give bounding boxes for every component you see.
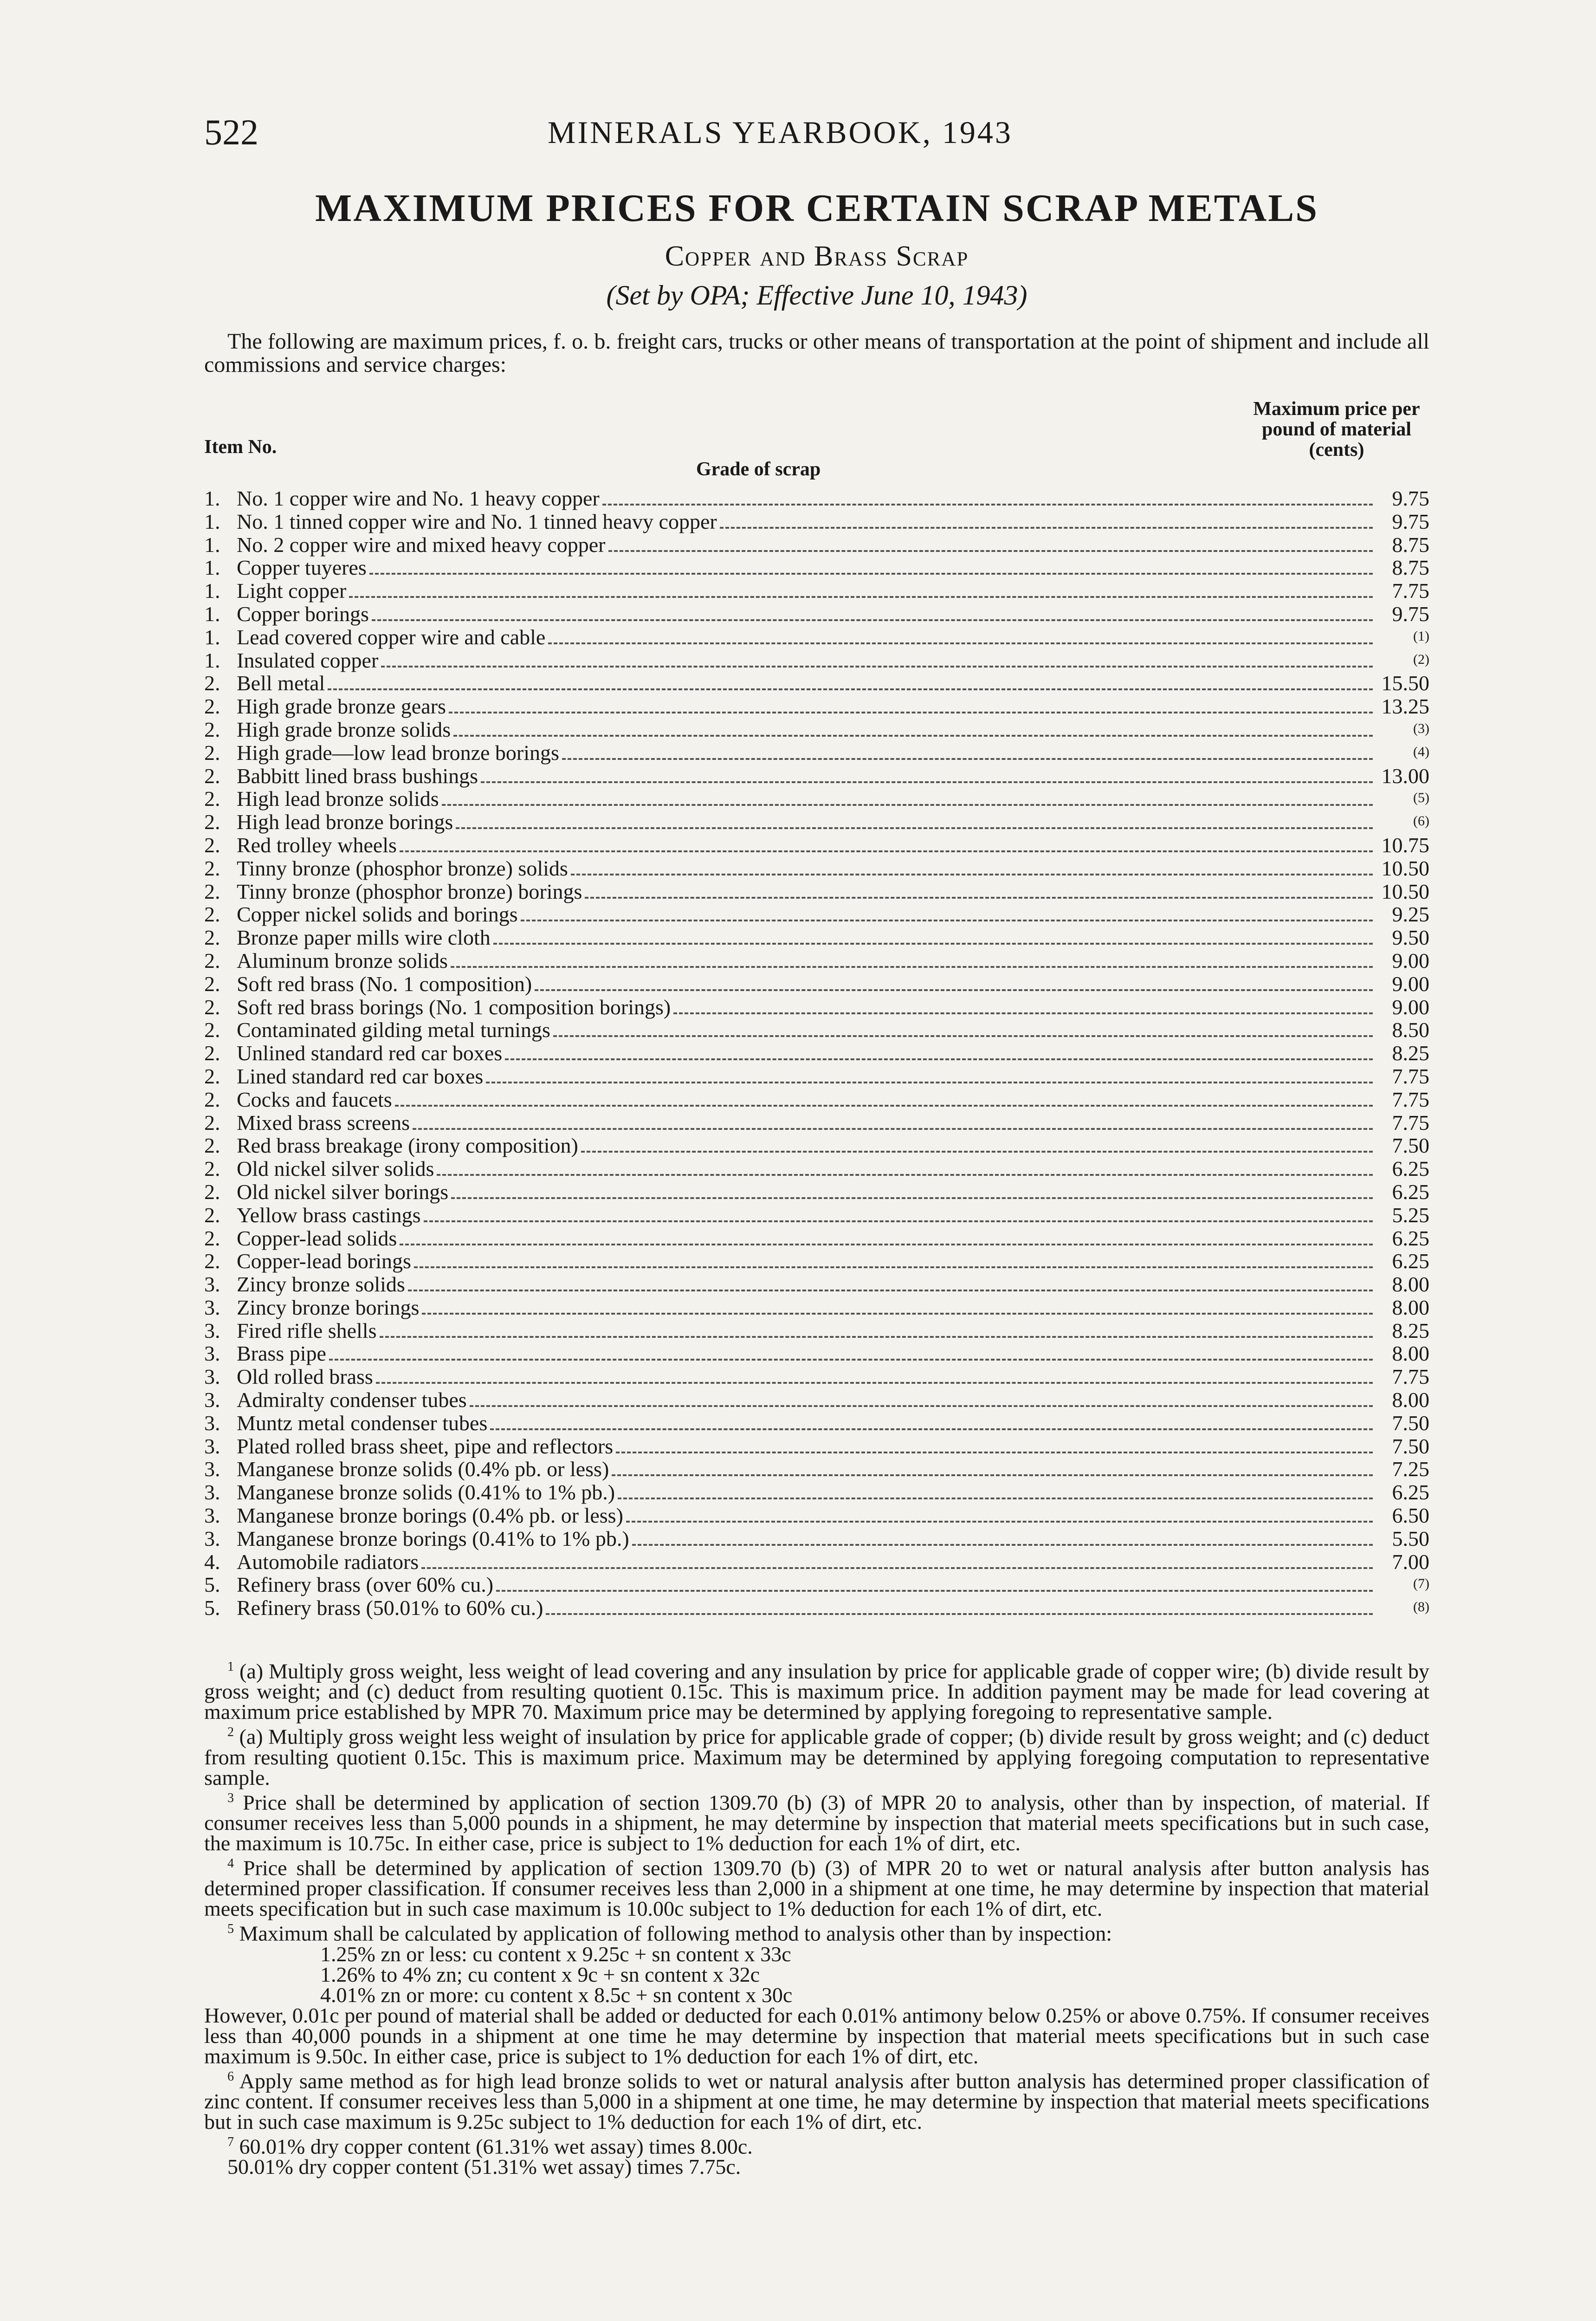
item-number: 2. xyxy=(204,1064,220,1088)
grade-of-scrap: Soft red brass borings (No. 1 composition borings) xyxy=(237,995,671,1019)
grade-of-scrap: Mixed brass screens xyxy=(237,1110,410,1135)
dot-leader xyxy=(395,1104,1373,1107)
grade-of-scrap: Refinery brass (50.01% to 60% cu.) xyxy=(237,1596,543,1620)
dot-leader xyxy=(329,1358,1373,1361)
maximum-price: (3) xyxy=(1413,720,1429,736)
grade-of-scrap: High grade bronze solids xyxy=(237,717,451,741)
page-number: 522 xyxy=(204,112,258,152)
maximum-price: 9.75 xyxy=(1392,509,1429,533)
grade-of-scrap: Lined standard red car boxes xyxy=(237,1064,484,1088)
dot-leader xyxy=(400,1243,1373,1245)
item-number: 2. xyxy=(204,1249,220,1273)
item-number: 2. xyxy=(204,1226,220,1250)
item-number: 1. xyxy=(204,579,220,603)
grade-of-scrap: Aluminum bronze solids xyxy=(237,948,448,972)
running-head-title: MINERALS YEARBOOK, 1943 xyxy=(548,115,1013,150)
effective-date-note: (Set by OPA; Effective June 10, 1943) xyxy=(606,280,1027,311)
dot-leader xyxy=(470,1405,1373,1407)
dot-leader xyxy=(422,1312,1373,1315)
grade-of-scrap: Old nickel silver solids xyxy=(237,1157,434,1181)
table-row xyxy=(204,1365,1429,1388)
footnote-2: $^2$ (a) Multiply gross weight less weight of insulation by price for applicable grade of copper; (b) divide result by gross weight; and (c) deduct from resulting quotient 0.15c. This is maximum price. Maximum may be determined by applying foregoing computation to representative sample. xyxy=(204,1725,1430,1789)
table-row xyxy=(204,903,1429,926)
maximum-price: (7) xyxy=(1413,1576,1429,1592)
table-row xyxy=(204,1550,1429,1574)
item-number: 2. xyxy=(204,879,220,903)
item-number: 2. xyxy=(204,856,220,880)
maximum-price: 9.00 xyxy=(1392,995,1429,1019)
table-row xyxy=(204,1388,1429,1412)
dot-leader xyxy=(602,503,1373,506)
dot-leader xyxy=(414,1266,1373,1268)
dot-leader xyxy=(618,1497,1373,1499)
maximum-price: 6.25 xyxy=(1392,1480,1429,1504)
footnotes xyxy=(204,1657,1429,2177)
table-row xyxy=(204,603,1429,626)
column-header-item: Item No. xyxy=(204,436,277,458)
dot-leader xyxy=(546,1613,1373,1615)
table-row xyxy=(204,1573,1429,1596)
dot-leader xyxy=(451,966,1373,968)
dot-leader xyxy=(381,665,1373,668)
grade-of-scrap: Automobile radiators xyxy=(237,1549,419,1574)
dot-leader xyxy=(616,1451,1373,1453)
table-row xyxy=(204,626,1429,649)
table-row xyxy=(204,579,1429,603)
footnote-3: $^3$ Price shall be determined by application of section 1309.70 (b) (3) of MPR 20 to analysis, other than by inspection, of material. If consumer receives less than 5,000 pounds in a shipment, he may determine by inspection that material meets specifications but in such case, the maximum is 10.75c. In either case, price is subject to 1% deduction for each 1% of dirt, etc. xyxy=(204,1790,1429,1855)
dot-leader xyxy=(612,1474,1373,1476)
grade-of-scrap: Fired rifle shells xyxy=(237,1318,377,1342)
footnote-4: $^4$ Price shall be determined by application of section 1309.70 (b) (3) of MPR 20 to wet or natural analysis after button analysis has determined proper classification. If consumer receives less than 2,000 in a shipment at one time, he may determine by inspection that material meets specification but in such case maximum is 10.00c subject to 1% deduction for each 1% of dirt, etc. xyxy=(204,1856,1429,1921)
footnote-5-formula-2: 1.26% to 4% zn; cu content x 9c + sn content x 32c xyxy=(320,1962,760,1986)
maximum-price: 5.25 xyxy=(1392,1203,1429,1227)
grade-of-scrap: Muntz metal condenser tubes xyxy=(237,1411,488,1435)
dot-leader xyxy=(413,1128,1373,1130)
maximum-price: 6.25 xyxy=(1392,1226,1429,1250)
item-number: 1. xyxy=(204,486,220,510)
dot-leader xyxy=(481,781,1373,783)
item-number: 3. xyxy=(204,1342,220,1366)
item-number: 2. xyxy=(204,1157,220,1181)
maximum-price: 8.25 xyxy=(1392,1041,1429,1065)
maximum-price: (4) xyxy=(1413,744,1429,759)
grade-of-scrap: High grade bronze gears xyxy=(237,694,446,719)
table-row xyxy=(204,1250,1429,1273)
maximum-price: 7.50 xyxy=(1392,1134,1429,1158)
table-row xyxy=(204,1296,1429,1319)
table-row xyxy=(204,533,1429,557)
maximum-price: 10.50 xyxy=(1381,879,1429,903)
grade-of-scrap: High grade—low lead bronze borings xyxy=(237,740,559,765)
maximum-price: 5.50 xyxy=(1392,1526,1429,1550)
maximum-price: 7.75 xyxy=(1392,1087,1429,1111)
dot-leader xyxy=(521,919,1373,921)
dot-leader xyxy=(400,850,1373,852)
column-header-price: Maximum price per pound of material (cents) xyxy=(1253,398,1420,460)
maximum-price: 8.00 xyxy=(1392,1342,1429,1366)
item-number: 3. xyxy=(204,1365,220,1389)
dot-leader xyxy=(608,550,1373,552)
maximum-price: 7.75 xyxy=(1392,1365,1429,1389)
maximum-price: 8.00 xyxy=(1392,1388,1429,1412)
maximum-price: 7.75 xyxy=(1392,579,1429,603)
dot-leader xyxy=(424,1220,1373,1222)
item-number: 2. xyxy=(204,1087,220,1111)
table-row xyxy=(204,1204,1429,1227)
grade-of-scrap: No. 1 copper wire and No. 1 heavy copper xyxy=(237,486,600,510)
table-row xyxy=(204,1596,1429,1620)
item-number: 2. xyxy=(204,926,220,950)
maximum-price: (5) xyxy=(1413,790,1429,806)
item-number: 2. xyxy=(204,1110,220,1135)
grade-of-scrap: No. 2 copper wire and mixed heavy copper xyxy=(237,532,606,557)
item-number: 1. xyxy=(204,556,220,580)
table-row xyxy=(204,857,1429,880)
grade-of-scrap: Manganese bronze solids (0.4% pb. or less) xyxy=(237,1457,609,1481)
maximum-price: 7.75 xyxy=(1392,1064,1429,1088)
dot-leader xyxy=(720,526,1373,529)
footnote-8: 50.01% dry copper content (51.31% wet assay) times 7.75c. xyxy=(227,2155,741,2179)
grade-of-scrap: Soft red brass (No. 1 composition) xyxy=(237,972,532,996)
grade-of-scrap: Manganese bronze borings (0.4% pb. or less) xyxy=(237,1504,623,1528)
maximum-price: 9.50 xyxy=(1392,926,1429,950)
dot-leader xyxy=(562,758,1373,760)
table-row xyxy=(204,1227,1429,1250)
maximum-price: 8.00 xyxy=(1392,1272,1429,1297)
dot-leader xyxy=(456,827,1373,829)
table-header xyxy=(204,399,1429,487)
item-number: 2. xyxy=(204,833,220,857)
table-row xyxy=(204,1412,1429,1435)
table-row xyxy=(204,1088,1429,1111)
item-number: 1. xyxy=(204,509,220,533)
item-number: 1. xyxy=(204,648,220,672)
maximum-price: 9.00 xyxy=(1392,948,1429,972)
grade-of-scrap: Manganese bronze borings (0.41% to 1% pb.) xyxy=(237,1526,629,1550)
maximum-price: (2) xyxy=(1413,651,1429,667)
dot-leader xyxy=(442,804,1373,806)
item-number: 2. xyxy=(204,1041,220,1065)
dot-leader xyxy=(408,1289,1373,1291)
maximum-price: 10.50 xyxy=(1381,856,1429,880)
table-row xyxy=(204,834,1429,857)
grade-of-scrap: Old rolled brass xyxy=(237,1365,373,1389)
item-number: 1. xyxy=(204,602,220,626)
item-number: 2. xyxy=(204,1180,220,1204)
item-number: 3. xyxy=(204,1504,220,1528)
footnote-6: $^6$ Apply same method as for high lead bronze solids to wet or natural analysis after button analysis has determined proper classification of zinc content. If consumer receives less than 5,000 in a shipment at one time, he may determine by inspection that material meets specifications but in such case maximum is 9.25c subject to 1% deduction for each 1% of dirt, etc. xyxy=(204,2069,1429,2134)
maximum-price: 7.75 xyxy=(1392,1110,1429,1135)
grade-of-scrap: Tinny bronze (phosphor bronze) borings xyxy=(237,879,582,903)
dot-leader xyxy=(380,1336,1373,1338)
dot-leader xyxy=(328,688,1373,690)
grade-of-scrap: Cocks and faucets xyxy=(237,1087,392,1111)
item-number: 3. xyxy=(204,1318,220,1342)
page-title: MAXIMUM PRICES FOR CERTAIN SCRAP METALS xyxy=(315,187,1318,230)
grade-of-scrap: Brass pipe xyxy=(237,1342,326,1366)
item-number: 2. xyxy=(204,948,220,972)
maximum-price: 13.00 xyxy=(1381,764,1429,788)
grade-of-scrap: High lead bronze solids xyxy=(237,787,439,811)
item-number: 3. xyxy=(204,1457,220,1481)
grade-of-scrap: Refinery brass (over 60% cu.) xyxy=(237,1573,494,1597)
table-row xyxy=(204,972,1429,996)
footnote-7: $^7$ 60.01% dry copper content (61.31% wet assay) times 8.00c. xyxy=(227,2134,753,2159)
table-row xyxy=(204,1134,1429,1157)
table-row xyxy=(204,487,1429,510)
table-row xyxy=(204,810,1429,834)
dot-leader xyxy=(437,1173,1373,1176)
dot-leader xyxy=(673,1012,1373,1014)
dot-leader xyxy=(553,1035,1373,1037)
table-row xyxy=(204,926,1429,949)
grade-of-scrap: Insulated copper xyxy=(237,648,379,672)
table-row xyxy=(204,1180,1429,1204)
table-row xyxy=(204,1342,1429,1365)
dot-leader xyxy=(632,1543,1373,1546)
maximum-price: 7.50 xyxy=(1392,1411,1429,1435)
dot-leader xyxy=(369,572,1373,575)
maximum-price: 7.00 xyxy=(1392,1549,1429,1574)
table-row xyxy=(204,1527,1429,1550)
dot-leader xyxy=(451,1197,1373,1199)
maximum-price: 8.00 xyxy=(1392,1295,1429,1319)
grade-of-scrap: Copper nickel solids and borings xyxy=(237,902,518,927)
item-number: 2. xyxy=(204,694,220,719)
maximum-price: 8.75 xyxy=(1392,556,1429,580)
footnote-5-continued: However, 0.01c per pound of material shall be added or deducted for each 0.01% antimony below 0.25% or above 0.75%. If consumer receives less than 40,000 pounds in a shipment at one time he may determine by inspection that material meets specifications but in such case maximum is 9.50c. In either case, price is subject to 1% deduction for each 1% of dirt, etc. xyxy=(204,2003,1429,2068)
item-number: 2. xyxy=(204,810,220,834)
grade-of-scrap: Manganese bronze solids (0.41% to 1% pb.) xyxy=(237,1480,615,1504)
table-row xyxy=(204,1065,1429,1088)
table-row xyxy=(204,556,1429,579)
footnote-5: $^5$ Maximum shall be calculated by application of following method to analysis other than by inspection: xyxy=(227,1921,1112,1945)
dot-leader xyxy=(493,942,1373,945)
table-row xyxy=(204,1018,1429,1042)
maximum-price: 8.25 xyxy=(1392,1318,1429,1342)
table-row xyxy=(204,510,1429,533)
grade-of-scrap: Contaminated gilding metal turnings xyxy=(237,1018,550,1042)
maximum-price: 13.25 xyxy=(1381,694,1429,719)
item-number: 5. xyxy=(204,1596,220,1620)
maximum-price: 7.25 xyxy=(1392,1457,1429,1481)
table-row xyxy=(204,1481,1429,1504)
item-number: 2. xyxy=(204,717,220,741)
item-number: 4. xyxy=(204,1549,220,1574)
grade-of-scrap: No. 1 tinned copper wire and No. 1 tinned heavy copper xyxy=(237,509,717,533)
item-number: 2. xyxy=(204,902,220,927)
maximum-price: 6.25 xyxy=(1392,1157,1429,1181)
dot-leader xyxy=(486,1081,1373,1083)
item-number: 2. xyxy=(204,764,220,788)
item-number: 1. xyxy=(204,532,220,557)
grade-of-scrap: Admiralty condenser tubes xyxy=(237,1388,467,1412)
table-row xyxy=(204,695,1429,718)
item-number: 2. xyxy=(204,740,220,765)
dot-leader xyxy=(581,1150,1373,1153)
grade-of-scrap: Copper-lead borings xyxy=(237,1249,411,1273)
grade-of-scrap: Lead covered copper wire and cable xyxy=(237,625,546,649)
grade-of-scrap: Red trolley wheels xyxy=(237,833,397,857)
grade-of-scrap: Plated rolled brass sheet, pipe and reflectors xyxy=(237,1434,614,1458)
dot-leader xyxy=(421,1567,1373,1569)
grade-of-scrap: Red brass breakage (irony composition) xyxy=(237,1134,578,1158)
table-row xyxy=(204,1111,1429,1135)
item-number: 2. xyxy=(204,1203,220,1227)
dot-leader xyxy=(453,734,1373,737)
maximum-price: 6.25 xyxy=(1392,1180,1429,1204)
dot-leader xyxy=(372,619,1373,621)
grade-of-scrap: Bronze paper mills wire cloth xyxy=(237,926,491,950)
grade-of-scrap: Unlined standard red car boxes xyxy=(237,1041,503,1065)
item-number: 2. xyxy=(204,995,220,1019)
table-row xyxy=(204,1504,1429,1527)
document-page xyxy=(204,111,1429,2177)
maximum-price: 6.25 xyxy=(1392,1249,1429,1273)
item-number: 3. xyxy=(204,1295,220,1319)
grade-of-scrap: Copper-lead solids xyxy=(237,1226,397,1250)
maximum-price: 10.75 xyxy=(1381,833,1429,857)
dot-leader xyxy=(349,596,1373,598)
dot-leader xyxy=(496,1589,1373,1592)
running-head xyxy=(204,111,1429,153)
item-number: 2. xyxy=(204,972,220,996)
grade-of-scrap: Zincy bronze borings xyxy=(237,1295,420,1319)
table-row xyxy=(204,949,1429,972)
intro-paragraph: The following are maximum prices, f. o. b. freight cars, trucks or other means of transportation at the point of shipment and include all commissions and service charges: xyxy=(204,329,1429,377)
item-number: 3. xyxy=(204,1411,220,1435)
maximum-price: 15.50 xyxy=(1381,671,1429,695)
table-row xyxy=(204,1042,1429,1065)
item-number: 3. xyxy=(204,1480,220,1504)
maximum-price: 9.00 xyxy=(1392,972,1429,996)
table-row xyxy=(204,880,1429,903)
maximum-price: 6.50 xyxy=(1392,1504,1429,1528)
maximum-price: (6) xyxy=(1413,813,1429,829)
grade-of-scrap: Babbitt lined brass bushings xyxy=(237,764,478,788)
item-number: 1. xyxy=(204,625,220,649)
item-number: 2. xyxy=(204,671,220,695)
item-number: 3. xyxy=(204,1434,220,1458)
table-row xyxy=(204,741,1429,765)
grade-of-scrap: Light copper xyxy=(237,579,347,603)
dot-leader xyxy=(626,1520,1373,1523)
dot-leader xyxy=(571,873,1373,875)
footnote-1: $^1$ (a) Multiply gross weight, less weight of lead covering and any insulation by price for applicable grade of copper wire; (b) divide result by gross weight; and (c) deduct from resulting quotient 0.15c. This is maximum price. In addition payment may be made for lead covering at maximum price established by MPR 70. Maximum price may be determined by applying foregoing to representative sample. xyxy=(204,1659,1429,1724)
table-row xyxy=(204,787,1429,810)
dot-leader xyxy=(548,642,1373,644)
table-row xyxy=(204,765,1429,788)
section-subtitle: Copper and Brass Scrap xyxy=(665,240,969,272)
dot-leader xyxy=(585,896,1373,899)
table-row xyxy=(204,1319,1429,1342)
price-table xyxy=(204,487,1429,1620)
footnote-5-formula-3: 4.01% zn or more: cu content x 8.5c + sn content x 30c xyxy=(320,1983,793,2007)
grade-of-scrap: Copper tuyeres xyxy=(237,556,367,580)
item-number: 3. xyxy=(204,1388,220,1412)
item-number: 5. xyxy=(204,1573,220,1597)
maximum-price: 9.25 xyxy=(1392,902,1429,927)
table-row xyxy=(204,718,1429,741)
grade-of-scrap: High lead bronze borings xyxy=(237,810,453,834)
item-number: 3. xyxy=(204,1526,220,1550)
item-number: 2. xyxy=(204,1018,220,1042)
table-row xyxy=(204,1273,1429,1296)
table-row xyxy=(204,649,1429,672)
grade-of-scrap: Tinny bronze (phosphor bronze) solids xyxy=(237,856,568,880)
table-row xyxy=(204,1157,1429,1180)
table-row xyxy=(204,1458,1429,1481)
dot-leader xyxy=(505,1058,1373,1060)
maximum-price: (8) xyxy=(1413,1599,1429,1615)
maximum-price: 7.50 xyxy=(1392,1434,1429,1458)
item-number: 2. xyxy=(204,1134,220,1158)
grade-of-scrap: Yellow brass castings xyxy=(237,1203,421,1227)
column-header-grade: Grade of scrap xyxy=(696,459,821,480)
table-row xyxy=(204,672,1429,695)
maximum-price: (1) xyxy=(1413,628,1429,644)
grade-of-scrap: Zincy bronze solids xyxy=(237,1272,405,1297)
maximum-price: 8.50 xyxy=(1392,1018,1429,1042)
maximum-price: 8.75 xyxy=(1392,532,1429,557)
grade-of-scrap: Copper borings xyxy=(237,602,369,626)
table-row xyxy=(204,996,1429,1019)
table-row xyxy=(204,1435,1429,1458)
dot-leader xyxy=(490,1428,1373,1430)
item-number: 2. xyxy=(204,787,220,811)
dot-leader xyxy=(449,711,1373,713)
grade-of-scrap: Bell metal xyxy=(237,671,325,695)
maximum-price: 9.75 xyxy=(1392,602,1429,626)
footnote-5-formula-1: 1.25% zn or less: cu content x 9.25c + sn content x 33c xyxy=(320,1942,791,1966)
dot-leader xyxy=(376,1381,1373,1384)
maximum-price: 9.75 xyxy=(1392,486,1429,510)
grade-of-scrap: Old nickel silver borings xyxy=(237,1180,449,1204)
dot-leader xyxy=(535,989,1373,991)
item-number: 3. xyxy=(204,1272,220,1297)
